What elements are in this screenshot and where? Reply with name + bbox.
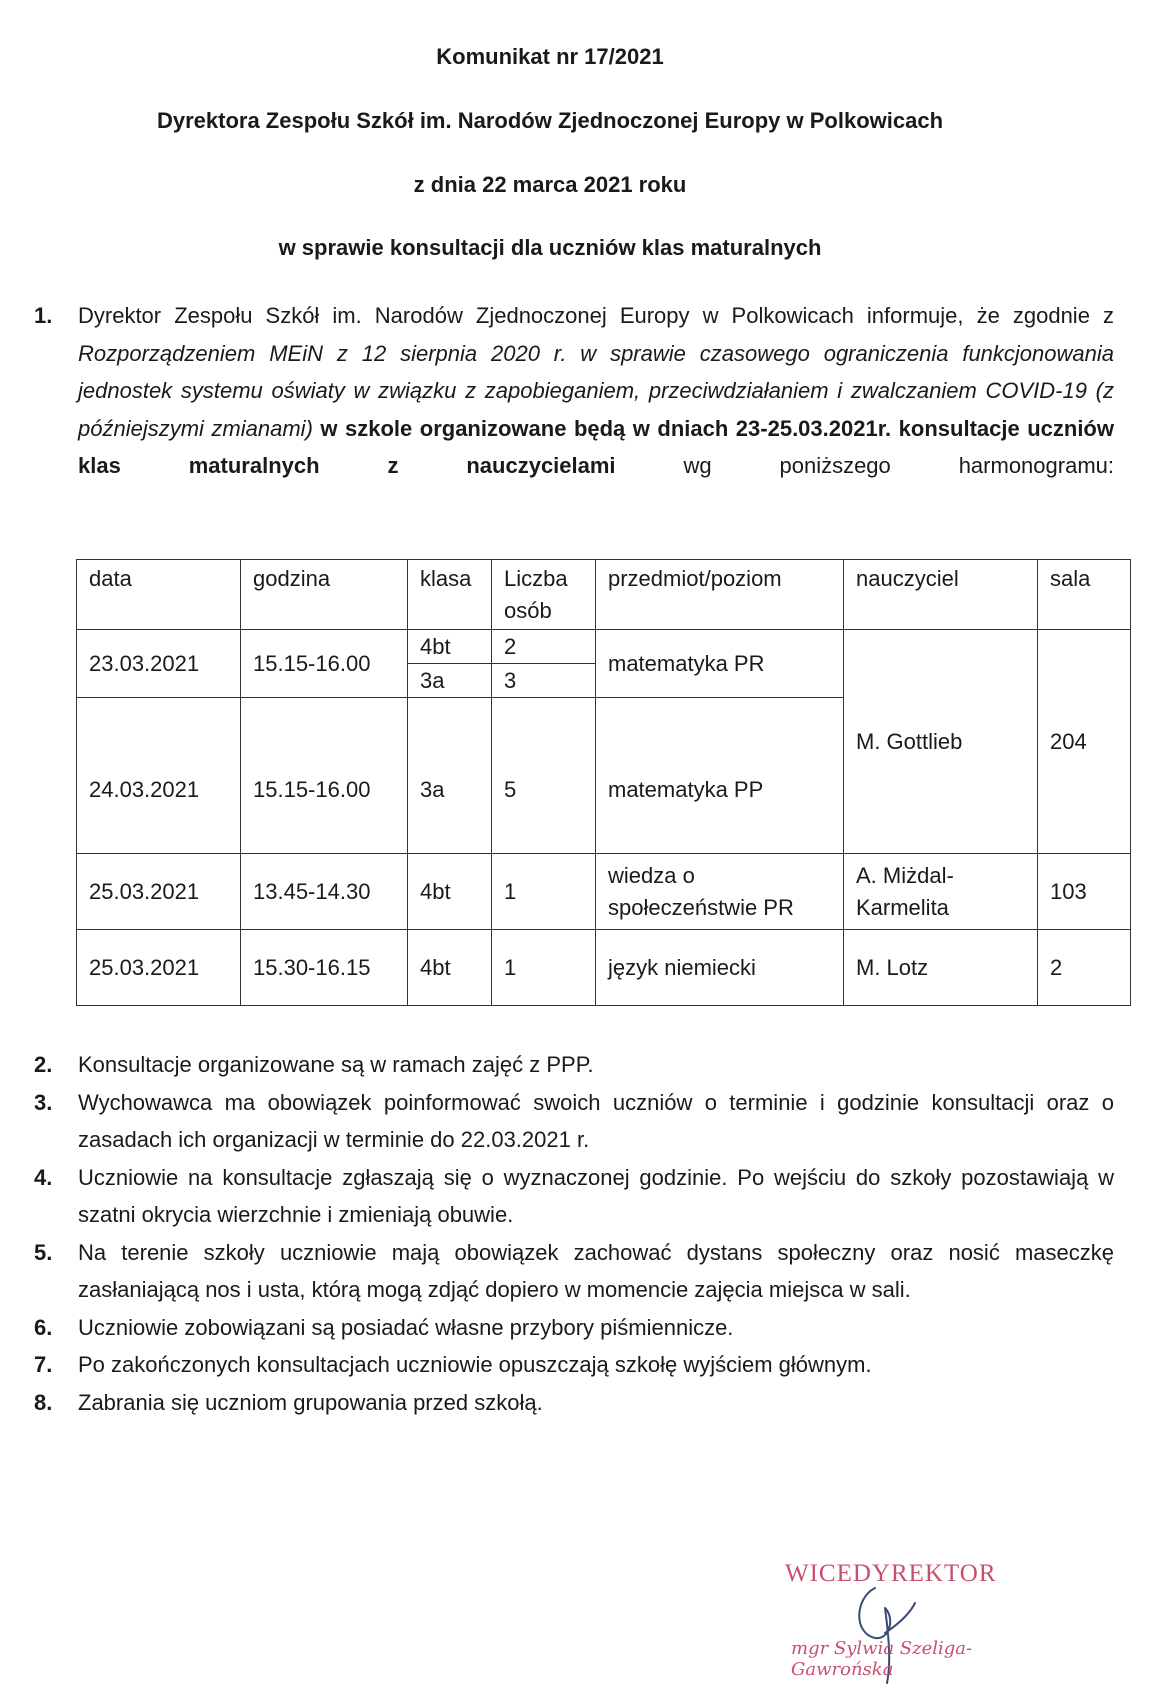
cell-godzina: 15.15-16.00 [241, 698, 408, 854]
signature-stamp [785, 1560, 1065, 1690]
cell-data: 25.03.2021 [77, 930, 241, 1006]
cell-klasa: 3a [408, 664, 492, 698]
cell-godzina: 15.30-16.15 [241, 930, 408, 1006]
item-number: 8. [34, 1389, 53, 1415]
cell-nauczyciel: M. Gottlieb [844, 630, 1038, 854]
cell-liczba: 1 [492, 854, 596, 930]
table-row [77, 930, 1131, 1006]
item-number: 4. [34, 1164, 53, 1190]
list-item [34, 1159, 1114, 1234]
cell-liczba: 2 [492, 630, 596, 664]
column-header: sala [1038, 560, 1131, 630]
item-text: Uczniowie zobowiązani są posiadać własne przybory piśmiennicze. [78, 1314, 734, 1340]
cell-data: 25.03.2021 [77, 854, 241, 930]
item-number: 7. [34, 1352, 53, 1377]
point-1-intro: Dyrektor Zespołu Szkół im. Narodów Zjednoczonej Europy w Polkowicach informuje, że zgodnie z [78, 303, 1114, 328]
cell-liczba: 3 [492, 664, 596, 698]
regulation-reference: Rozporządzeniem MEiN z 12 sierpnia 2020 r. w sprawie czasowego ograniczenia funkcjonowania jednostek systemu oświaty w związku z zapobieganiem, przeciwdziałaniem i zwalczaniem COVID-19 (z późniejszymi zmianami) [78, 340, 1114, 441]
point-1-text [78, 297, 1114, 522]
list-item [34, 1084, 1114, 1159]
cell-liczba: 5 [492, 698, 596, 854]
cell-przedmiot: matematyka PR [596, 630, 844, 698]
subject-line: w sprawie konsultacji dla uczniów klas maturalnych [278, 235, 822, 260]
cell-klasa: 4bt [408, 854, 492, 930]
item-number: 2. [34, 1052, 53, 1077]
cell-klasa: 4bt [408, 930, 492, 1006]
cell-klasa: 3a [408, 698, 492, 854]
point-1 [34, 297, 1114, 522]
stamp-name: mgr Sylwia Szeliga-Gawrońska [791, 1638, 973, 1680]
issuer-line: Dyrektora Zespołu Szkół im. Narodów Zjednoczonej Europy w Polkowicach [156, 108, 944, 133]
table-row [77, 854, 1131, 930]
cell-przedmiot: język niemiecki [596, 930, 844, 1006]
cell-przedmiot: matematyka PP [596, 698, 844, 854]
cell-godzina: 13.45-14.30 [241, 854, 408, 930]
point-1-bold: w szkole organizowane będą w dniach 23-25.03.2021r. konsultacje uczniów klas maturalnych z nauczycielami [78, 415, 1114, 478]
schedule-table [76, 559, 1131, 1006]
list-item [34, 1309, 1114, 1347]
list-item [34, 1234, 1114, 1309]
cell-klasa: 4bt [408, 630, 492, 664]
list-item [34, 1046, 1114, 1084]
item-text: Zabrania się uczniom grupowania przed szkołą. [78, 1389, 543, 1415]
item-text: Wychowawca ma obowiązek poinformować swoich uczniów o terminie i godzinie konsultacji oraz o zasadach ich organizacji w terminie do 22.03.2021 r. [78, 1089, 1114, 1152]
table-header-row [77, 560, 1131, 630]
point-number: 1. [34, 303, 53, 328]
cell-sala: 204 [1038, 630, 1131, 854]
document-title: Komunikat nr 17/2021 [436, 44, 664, 69]
column-header: przedmiot/poziom [596, 560, 844, 630]
table-row [77, 630, 1131, 664]
column-header: data [77, 560, 241, 630]
item-number: 6. [34, 1314, 53, 1340]
list-item [34, 1346, 1114, 1384]
column-header: klasa [408, 560, 492, 630]
cell-nauczyciel: M. Lotz [844, 930, 1038, 1006]
item-number: 3. [34, 1089, 53, 1115]
cell-nauczyciel: A. Miżdal-Karmelita [844, 854, 1038, 930]
cell-sala: 2 [1038, 930, 1131, 1006]
cell-data: 24.03.2021 [77, 698, 241, 854]
item-text: Po zakończonych konsultacjach uczniowie opuszczają szkołę wyjściem głównym. [78, 1352, 872, 1377]
rules-list [34, 1046, 1114, 1421]
cell-data: 23.03.2021 [77, 630, 241, 698]
cell-przedmiot: wiedza o społeczeństwie PR [596, 854, 844, 930]
item-text: Uczniowie na konsultacje zgłaszają się o wyznaczonej godzinie. Po wejściu do szkoły pozostawiają w szatni okrycia wierzchnie i zmieniają obuwie. [78, 1164, 1114, 1227]
column-header: Liczba osób [492, 560, 596, 630]
column-header: godzina [241, 560, 408, 630]
cell-sala: 103 [1038, 854, 1131, 930]
date-line: z dnia 22 marca 2021 roku [413, 172, 687, 197]
column-header: nauczyciel [844, 560, 1038, 630]
item-number: 5. [34, 1239, 53, 1265]
item-text: Na terenie szkoły uczniowie mają obowiązek zachować dystans społeczny oraz nosić maseczkę zasłaniającą nos i usta, którą mogą zdjąć dopiero w momencie zajęcia miejsca w sali. [78, 1239, 1114, 1302]
list-item [34, 1384, 1114, 1422]
stamp-title: WICEDYREKTOR [785, 1560, 997, 1587]
item-text: Konsultacje organizowane są w ramach zajęć z PPP. [78, 1052, 594, 1077]
cell-godzina: 15.15-16.00 [241, 630, 408, 698]
point-1-outro: wg poniższego harmonogramu: [615, 453, 1114, 478]
cell-liczba: 1 [492, 930, 596, 1006]
